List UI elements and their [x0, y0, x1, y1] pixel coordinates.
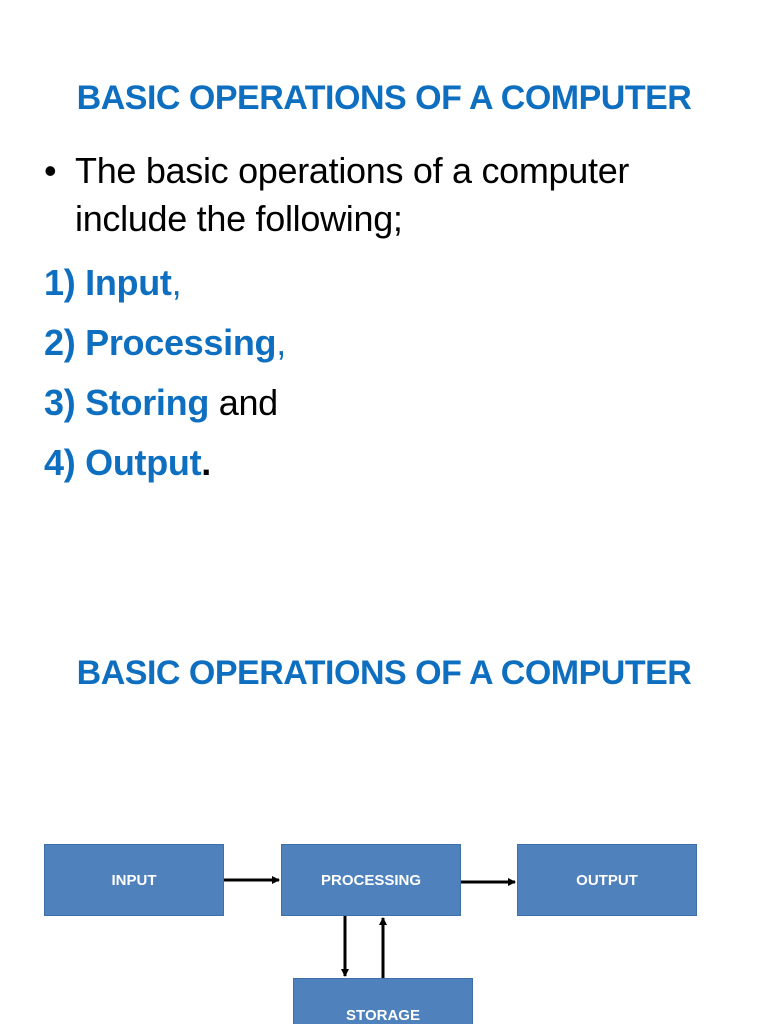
- operation-name: Processing: [85, 322, 277, 363]
- storage-box: [293, 978, 473, 1024]
- operation-name: Storing: [85, 382, 210, 423]
- slide-title: BASIC OPERATIONS OF A COMPUTER: [76, 653, 692, 692]
- operation-name: Output: [85, 442, 202, 483]
- operation-item-storing: [44, 373, 734, 433]
- slide-body: [44, 147, 734, 493]
- bullet-text: The basic operations of a computer include the following;: [75, 150, 630, 239]
- operation-number: 3): [44, 382, 76, 423]
- operations-flow-diagram: [0, 832, 768, 1024]
- operation-number: 2): [44, 322, 76, 363]
- operations-list: [44, 253, 734, 493]
- processing-box-label: PROCESSING: [320, 871, 422, 889]
- bullet-icon: •: [44, 150, 57, 191]
- operation-name: Input: [85, 262, 172, 303]
- output-box-label: OUTPUT: [576, 871, 638, 889]
- operation-suffix: ,: [276, 322, 286, 363]
- input-box-label: INPUT: [111, 871, 157, 889]
- slide-basic-operations-diagram: [0, 512, 768, 1024]
- processing-box: [281, 844, 461, 916]
- output-box: [517, 844, 697, 916]
- operation-suffix: ,: [171, 262, 182, 303]
- operation-suffix: and: [209, 382, 278, 423]
- operation-number: 1): [44, 262, 76, 303]
- operation-item-processing: [44, 313, 734, 373]
- operation-item-input: [44, 253, 734, 313]
- operation-item-output: [44, 433, 734, 493]
- bullet-item: [44, 147, 734, 243]
- slide-title: BASIC OPERATIONS OF A COMPUTER: [76, 78, 692, 117]
- input-box: [44, 844, 224, 916]
- operation-suffix: .: [201, 442, 211, 483]
- storage-box-label: STORAGE: [346, 1007, 420, 1024]
- operation-number: 4): [44, 442, 76, 483]
